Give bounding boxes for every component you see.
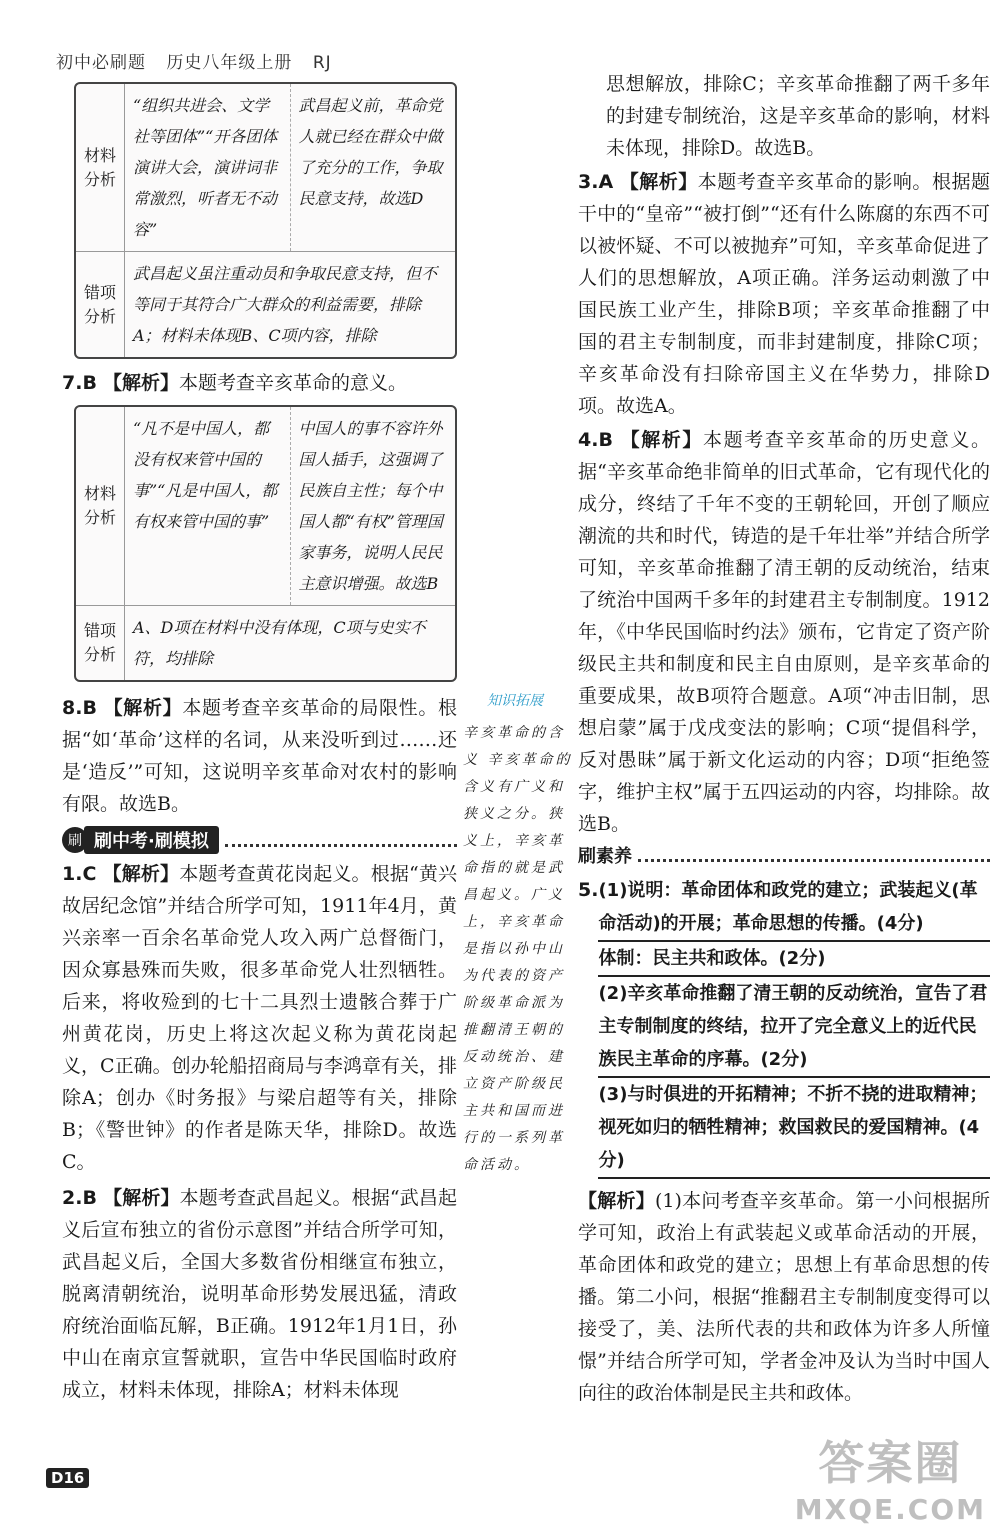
row-head: 错项分析: [76, 606, 125, 680]
sidebar-title: 知识拓展: [487, 693, 543, 709]
table-row: [76, 252, 455, 357]
answer-q7: 7.B 【解析】本题考查辛亥革命的意义。: [62, 372, 407, 394]
row-head: 材料分析: [76, 84, 125, 251]
section-title: 刷中考·刷模拟: [84, 826, 219, 854]
row-head: 材料分析: [76, 407, 125, 605]
wrong-option-analysis: A、D项在材料中没有体现，C项与史实不符，均排除: [133, 618, 426, 668]
material-quote: “组织共进会、文学社等团体”“开各团体演讲大会，演讲词非常激烈，听者无不动容”: [125, 84, 291, 251]
answer-part-3: (3)与时俱进的开拓精神；不折不挠的进取精神；视死如归的牺牲精神；救国救民的爱国精神。(4分): [598, 1078, 990, 1179]
answer-q1: 1.C 【解析】本题考查黄花岗起义。根据“黄兴故居纪念馆”并结合所学可知，1911年4月，黄兴亲率一百余名革命党人攻入两广总督衙门，因众寡悬殊而失败，很多革命党人壮烈牺牲。后来，将收殓到的七十二具烈士遗骸合葬于广州黄花岗，历史上将这次起义称为黄花岗起义，C正确。创办轮船招商局与李鸿章有关，排除A；创办《时务报》与梁启超等有关，排除B；《警世钟》的作者是陈天华，排除D。故选C。: [62, 863, 458, 1173]
dotted-divider: [225, 834, 457, 847]
answer-q2-continued: 思想解放，排除C；辛亥革命推翻了两千多年的封建专制统治，这是辛亥革命的影响，材料未体现，排除D。故选B。: [606, 73, 990, 159]
brush-icon: 刷: [62, 827, 88, 853]
section-heading-literacy: [578, 842, 990, 868]
answer-q5: 5. (1)说明：革命团体和政党的建立；武装起义(革命活动)的开展；革命思想的传播。(4分) 体制：民主共和政体。(2分) (2)辛亥革命推翻了清王朝的反动统治，宣告了君主专制制度的终结，拉开了完全意义上的近代民族民主革命的序幕。(2分) (3)与时俱进的开拓精神；不折不挠的进取精神；视死如归的牺牲精神；救国救民的爱国精神。(4分) 【解析】(1)本问考查辛亥革命。第一小问根据所学可知，政治上有武装起义或革命活动的开展，革命团体和政党的建立；思想上有革命思想的传播。第二小问，根据“推翻君主专制制度变得可以接受了，美、法所代表的共和政体为许多人所憧憬”并结合所学可知，学者金冲及认为当时中国人向往的政治体制是民主共和政体。: [578, 874, 990, 1409]
answer-q3: 3.A 【解析】本题考查辛亥革命的影响。根据题干中的“皇帝”“被打倒”“还有什么陈腐的东西不可以被怀疑、不可以被抛弃”可知，辛亥革命促进了人们的思想解放，A项正确。洋务运动刺激了中国民族工业产生，排除B项；辛亥革命推翻了中国的君主专制制度，而非封建制度，排除C项；辛亥革命没有扫除帝国主义在华势力，排除D项。故选A。: [578, 171, 990, 417]
material-quote: “凡不是中国人，都没有权来管中国的事”“凡是中国人，都有权来管中国的事”: [125, 407, 291, 605]
answer-q4: 4.B 【解析】本题考查辛亥革命的历史意义。据“辛亥革命绝非简单的旧式革命，它有现代化的成分，终结了千年不变的王朝轮回，开创了顺应潮流的共和时代，铸造的是千年壮举”并结合所学可知，辛亥革命推翻了清王朝的反动统治，结束了统治中国两千多年的封建君主专制制度。1912年，《中华民国临时约法》颁布，它肯定了资产阶级民主共和制度和民主自由原则，是辛亥革命的重要成果，故B项符合题意。A项“冲击旧制，思想启蒙”属于戊戌变法的影响；C项“提倡科学，反对愚昧”属于新文化运动的内容；D项“拒绝签字，维护主权”属于五四运动的内容，均排除。故选B。: [578, 429, 990, 835]
analysis-table-q6: [74, 82, 457, 359]
table-row: [76, 407, 455, 606]
table-row: [76, 84, 455, 252]
page-number: D16: [46, 1468, 89, 1488]
page-header: [56, 48, 346, 73]
row-head: 错项分析: [76, 252, 125, 357]
material-analysis: 武昌起义前，革命党人就已经在群众中做了充分的工作，争取民意支持，故选D: [298, 96, 443, 208]
answer-part-1b: 体制：民主共和政体。(2分): [598, 942, 990, 977]
material-analysis: 中国人的事不容许外国人插手，这强调了民族自主性；每个中国人都“有权”管理国家事务，说明人民民主意识增强。故选B: [298, 419, 443, 593]
subject-title: 历史八年级上册: [166, 53, 293, 73]
book-title: 初中必刷题: [56, 53, 146, 73]
table-row: [76, 606, 455, 680]
edition-label: RJ: [312, 53, 332, 73]
answer-q8: 8.B 【解析】本题考查辛亥革命的局限性。根据“如‘革命’这样的名词，从来没听到过……还是‘造反’”可知，这说明辛亥革命对农村的影响有限。故选B。: [62, 697, 457, 815]
answer-q2: 2.B 【解析】本题考查武昌起义。根据“武昌起义后宣布独立的省份示意图”并结合所学可知，武昌起义后，全国大多数省份相继宣布独立，脱离清朝统治，说明革命形势发展迅猛，清政府统治面临瓦解，B正确。1912年1月1日，孙中山在南京宣誓就职，宣告中华民国临时政府成立，材料未体现，排除A；材料未体现: [62, 1187, 457, 1401]
answer-q5-analysis: 【解析】(1)本问考查辛亥革命。第一小问根据所学可知，政治上有武装起义或革命活动的开展，革命团体和政党的建立；思想上有革命思想的传播。第二小问，根据“推翻君主专制制度变得可以接受了，美、法所代表的共和政体为许多人所憧憬”并结合所学可知，学者金冲及认为当时中国人向往的政治体制是民主共和政体。: [578, 1190, 990, 1404]
answer-part-2: (2)辛亥革命推翻了清王朝的反动统治，宣告了君主专制制度的终结，拉开了完全意义上的近代民族民主革命的序幕。(2分): [598, 977, 990, 1078]
analysis-table-q7: [74, 405, 457, 682]
dotted-divider: [638, 849, 990, 862]
sidebar-text: 辛亥革命的含义 辛亥革命的含义有广义和狭义之分。狭义上，辛亥革命指的就是武昌起义。广义上，辛亥革命是指以孙中山为代表的资产阶级革命派为推翻清王朝的反动统治、建立资产阶级民主共和国而进行的一系列革命活动。: [463, 725, 573, 1173]
watermark-logo: 答案圈 MXQE.COM: [794, 1436, 986, 1526]
wrong-option-analysis: 武昌起义虽注重动员和争取民意支持，但不等同于其符合广大群众的利益需要，排除A；材料未体现B、C项内容，排除: [133, 264, 438, 345]
section-heading-exam: [62, 826, 457, 854]
right-column: [578, 68, 990, 1409]
answer-part-1: (1)说明：革命团体和政党的建立；武装起义(革命活动)的开展；革命思想的传播。(4分): [598, 874, 990, 942]
section-title: 刷素养: [578, 846, 632, 867]
knowledge-sidebar: [463, 690, 573, 1179]
left-column: [62, 82, 457, 1406]
